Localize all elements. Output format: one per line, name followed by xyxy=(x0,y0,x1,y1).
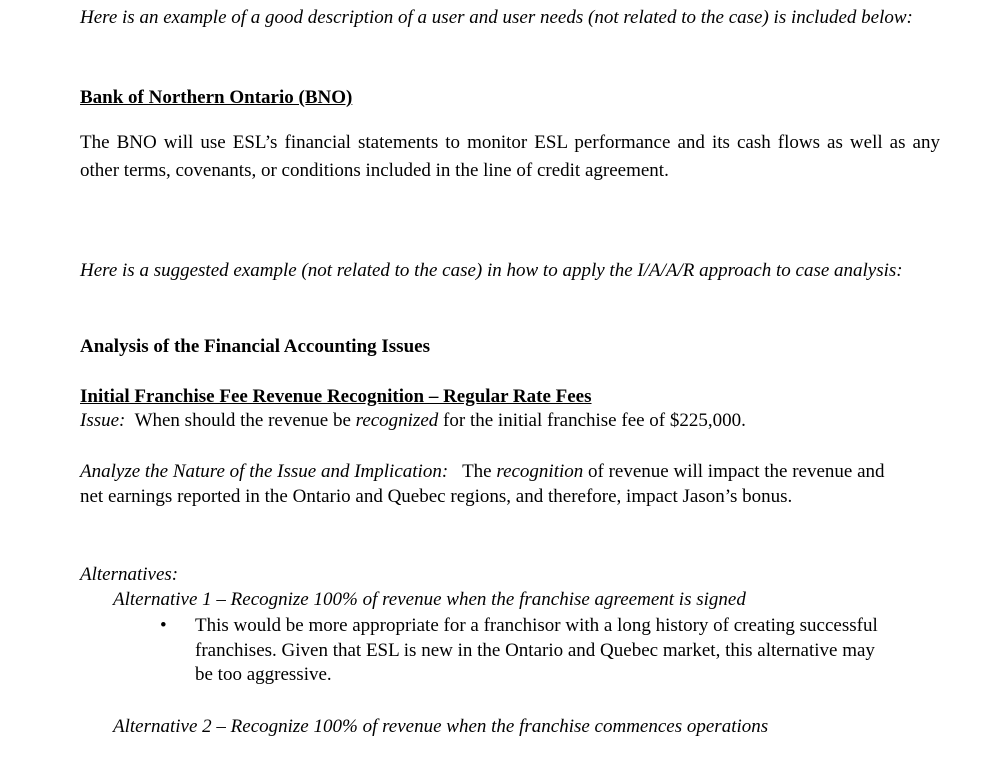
nature-text-before: The xyxy=(462,461,492,482)
nature-emphasis: recognition xyxy=(496,461,584,482)
issue-label: Issue: xyxy=(80,410,126,431)
issue-emphasis: recognized xyxy=(355,410,439,431)
analysis-subheading: Initial Franchise Fee Revenue Recognition – Regular Rate Fees xyxy=(80,386,592,407)
bno-heading: Bank of Northern Ontario (BNO) xyxy=(80,87,353,108)
nature-paragraph xyxy=(80,460,900,509)
issue-text-before: When should the revenue be xyxy=(134,410,351,431)
alternatives-label: Alternatives: xyxy=(80,564,179,585)
issue-line xyxy=(80,409,940,434)
issue-text-after: for the initial franchise fee of $225,000. xyxy=(443,410,746,431)
alternative-1-bullet-text: This would be more appropriate for a franchisor with a long history of creating successful franchises. Given that ESL is new in the Ontario and Quebec market, this alternative may be too aggressive. xyxy=(195,615,878,685)
bullet-icon: • xyxy=(160,615,167,636)
alternative-2-title: Alternative 2 – Recognize 100% of revenue when the franchise commences operations xyxy=(113,716,769,737)
nature-text-after: of revenue will impact the revenue and net earnings reported in the Ontario and Quebec regions, and therefore, impact Jason’s bonus. xyxy=(80,461,885,507)
intro-example-paragraph: Here is an example of a good description of a user and user needs (not related to the case) is included below: xyxy=(80,7,913,28)
alternative-1-title: Alternative 1 – Recognize 100% of revenue when the franchise agreement is signed xyxy=(113,589,746,610)
bno-paragraph: The BNO will use ESL’s financial statements to monitor ESL performance and its cash flows as well as any other terms, covenants, or conditions included in the line of credit agreement. xyxy=(80,132,940,181)
analysis-heading: Analysis of the Financial Accounting Issues xyxy=(80,336,430,357)
nature-label: Analyze the Nature of the Issue and Implication: xyxy=(80,461,449,482)
iaar-intro-paragraph: Here is a suggested example (not related to the case) in how to apply the I/A/A/R approach to case analysis: xyxy=(80,260,903,281)
